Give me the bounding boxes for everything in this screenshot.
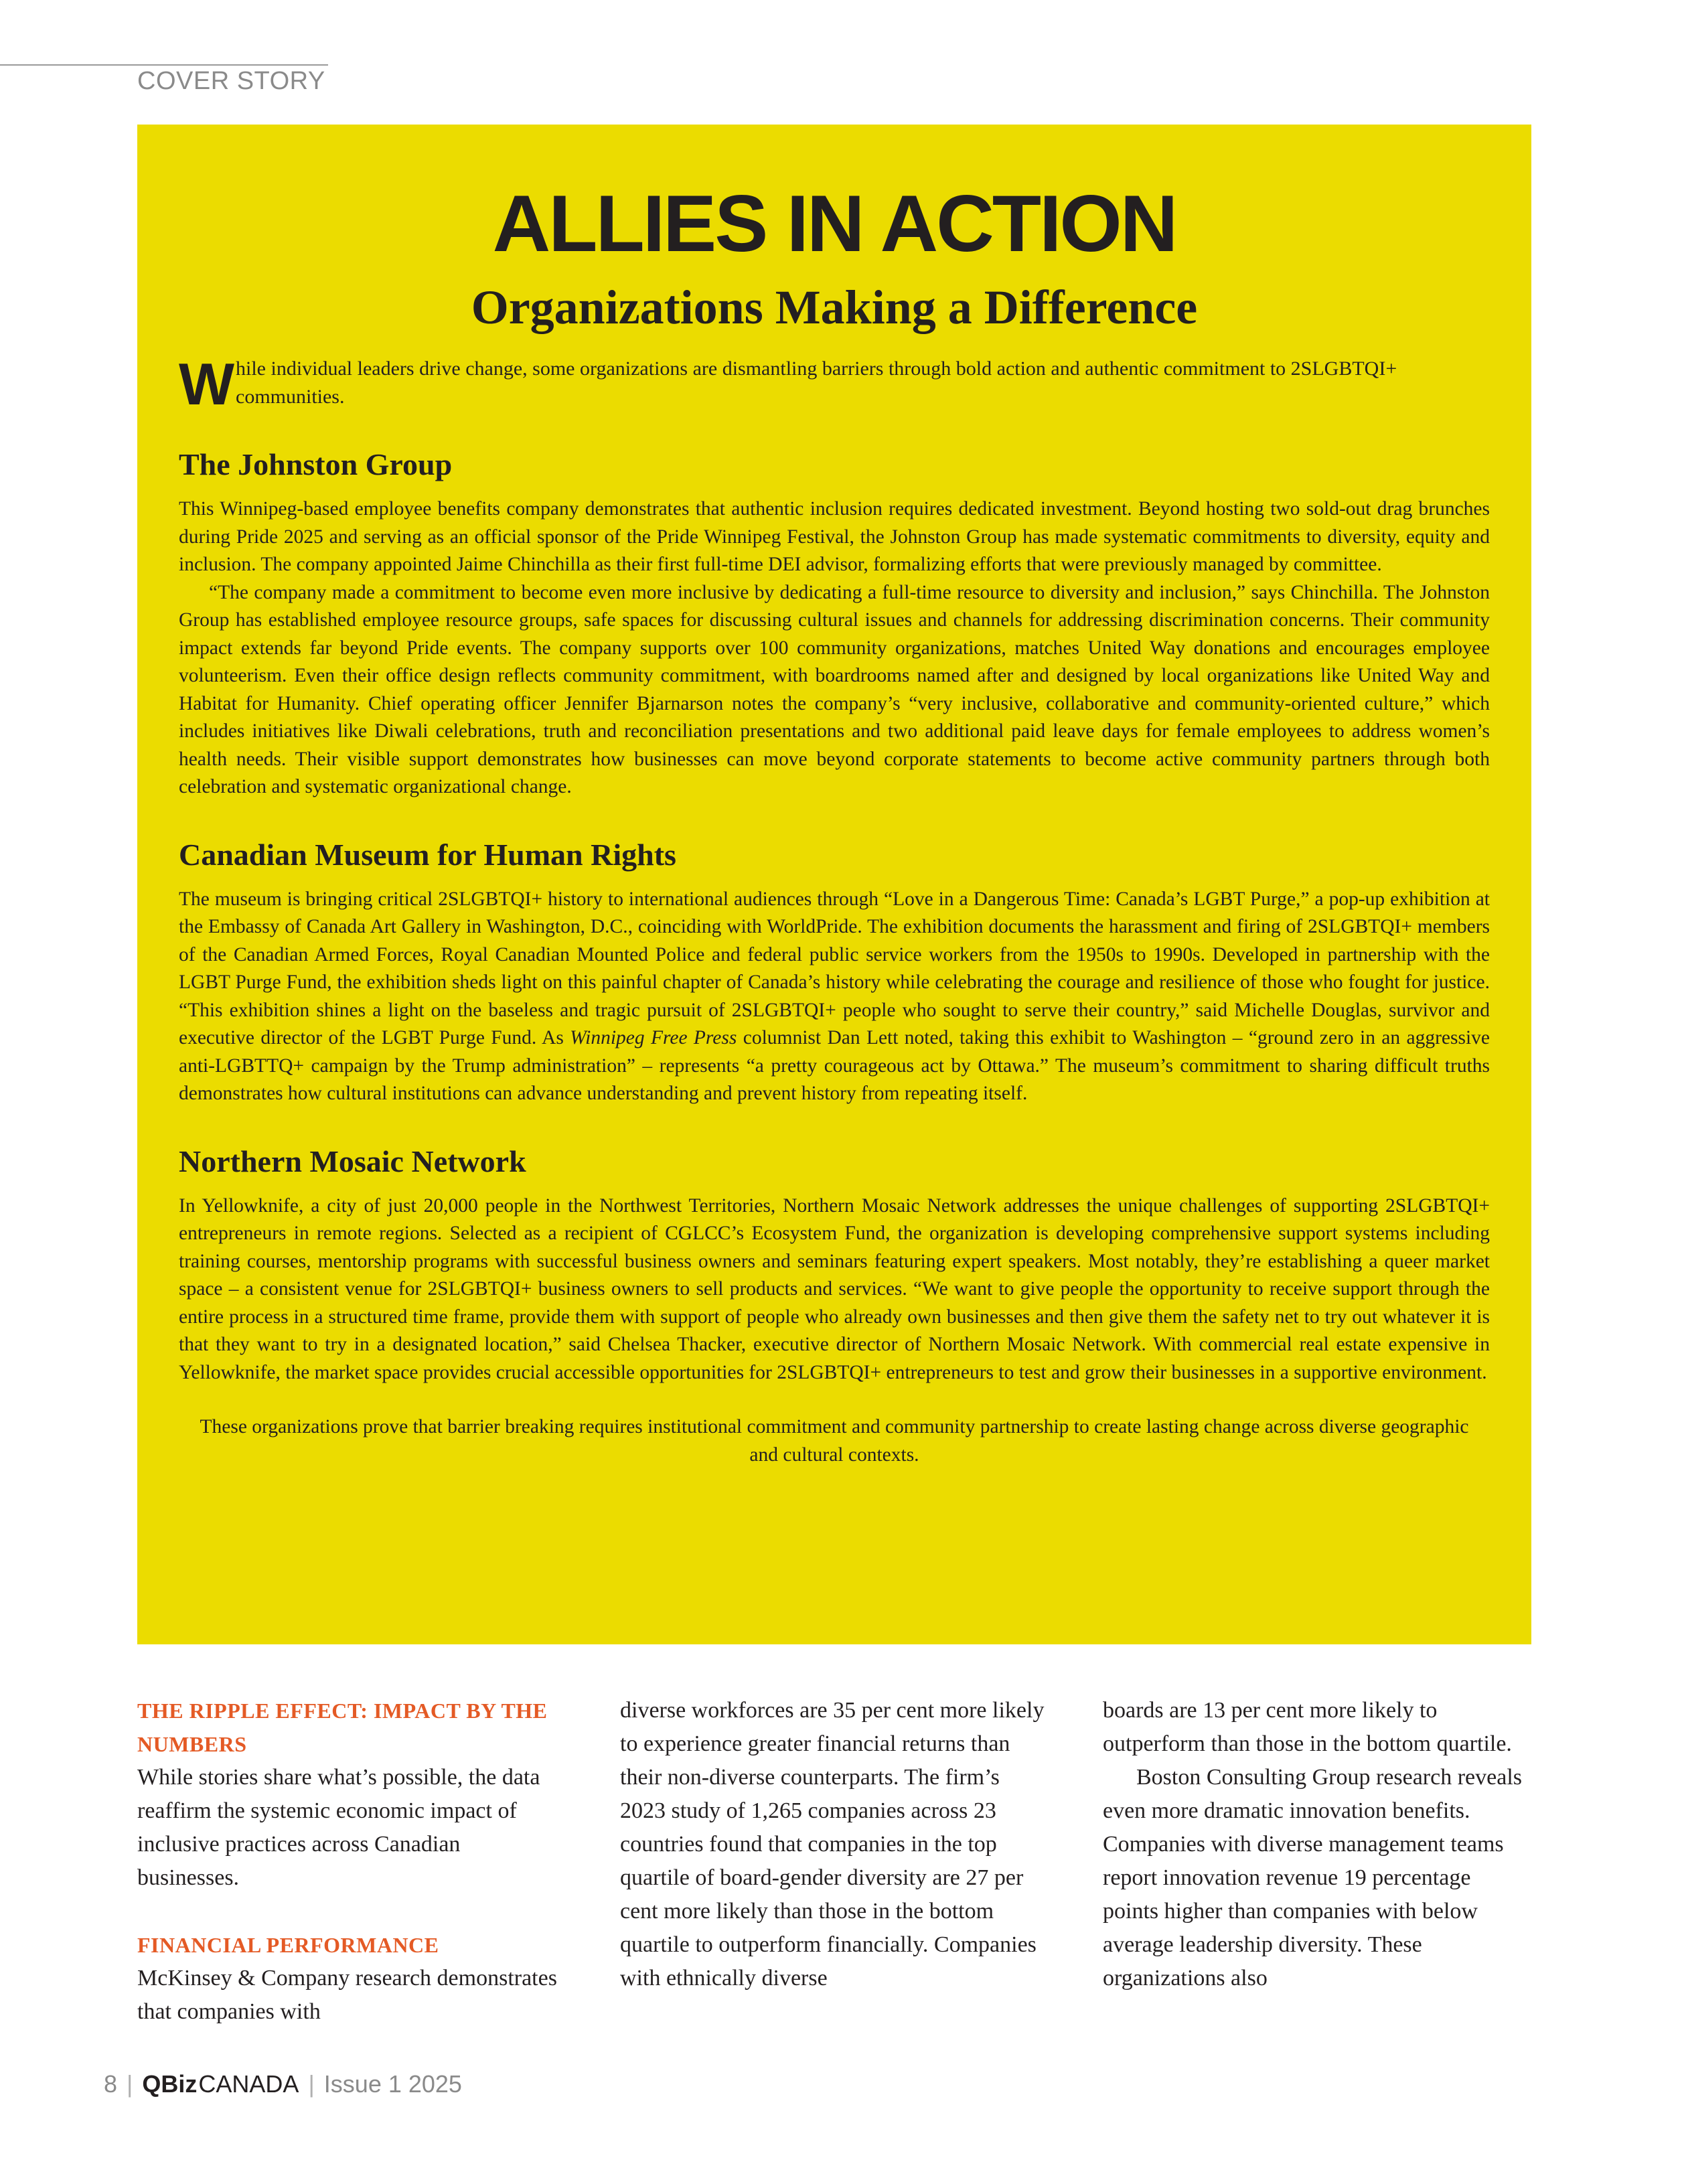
museum-text-b: columnist Dan Lett noted, taking this exhibit to Washington – “ground zero in an aggressive anti-LGBTTQ+ campaign by the Trump administration” – represents “a pretty courageous act by Ottawa.” The museum’s commitment to sharing difficult truths demonstrates how cultural institutions can advance understanding and prevent history from repeating itself. [179,1027,1490,1104]
feature-title: ALLIES IN ACTION [492,179,1176,268]
ripple-heading: THE RIPPLE EFFECT: IMPACT BY THE NUMBERS [137,1699,548,1756]
issue-label: Issue 1 2025 [323,2070,462,2098]
financial-text: McKinsey & Company research demonstrates that companies with [137,1966,557,2024]
feature-box [137,125,1531,1644]
column-3 [1103,1694,1531,2029]
page-footer [104,2070,462,2098]
column-3-text-2: Boston Consulting Group research reveals even more dramatic innovation benefits. Companies with diverse management teams report innovation revenue 19 percentage points higher than companies with below average leadership diversity. These organizations also [1103,1765,1522,1991]
johnston-paragraph-1: This Winnipeg-based employee benefits company demonstrates that authentic inclusion requires dedicated investment. Beyond hosting two sold-out drag brunches during Pride 2025 and serving as an official sponsor of the Pride Winnipeg Festival, the Johnston Group has made systematic commitments to diversity, equity and inclusion. The company appointed Jaime Chinchilla as their first full-time DEI advisor, formalizing efforts that were previously managed by committee. [179,498,1490,575]
org-title-northern-mosaic: Northern Mosaic Network [179,1144,526,1178]
financial-heading: FINANCIAL PERFORMANCE [137,1933,439,1957]
museum-paragraph [179,886,1490,1108]
article-columns [137,1694,1531,2029]
drop-cap: W [179,351,235,417]
feature-subtitle: Organizations Making a Difference [471,281,1198,334]
page-number: 8 [104,2070,118,2098]
intro-text: hile individual leaders drive change, some organizations are dismantling barriers through bold action and authentic commitment to 2SLGBTQI+ communities. [236,358,1397,408]
org-title-museum: Canadian Museum for Human Rights [179,837,676,872]
column-3-text-1: boards are 13 per cent more likely to outperform than those in the bottom quartile. [1103,1698,1512,1756]
closing-statement: These organizations prove that barrier breaking requires institutional commitment and community partnership to create lasting change across diverse geographic and cultural contexts. [200,1416,1469,1466]
footer-separator: | [308,2070,315,2098]
section-label: COVER STORY [137,67,325,95]
ripple-text: While stories share what’s possible, the data reaffirm the systemic economic impact of inclusive practices across Canadian businesses. [137,1765,540,1890]
org-title-johnston: The Johnston Group [179,447,453,481]
column-2-text: diverse workforces are 35 per cent more likely to experience greater financial returns than their non-diverse counterparts. The firm’s 2023 study of 1,265 companies across 23 countries found that companies in the top quartile of board-gender diversity are 27 per cent more likely than those in the bottom quartile to outperform financially. Companies with ethnically diverse [620,1698,1045,1991]
intro-paragraph [179,351,1490,417]
column-1 [137,1694,566,2029]
top-rule [0,64,328,66]
footer-separator: | [127,2070,133,2098]
museum-publication-name: Winnipeg Free Press [570,1027,737,1048]
museum-text-a: The museum is bringing critical 2SLGBTQI+ history to international audiences through “Love in a Dangerous Time: Canada’s LGBT Purge,” a pop-up exhibition at the Embassy of Canada Art Gallery in Washington, D.C., coinciding with WorldPride. The exhibition documents the harassment and firing of 2SLGBTQI+ members of the Canadian Armed Forces, Royal Canadian Mounted Police and federal public service workers from the 1950s to 1990s. Developed in partnership with the LGBT Purge Fund, the exhibition sheds light on this painful chapter of Canada’s history while celebrating the courage and resilience of those who fought for justice. “This exhibition shines a light on the baseless and tragic pursuit of 2SLGBTQI+ people who sought to serve their country,” said Michelle Douglas, survivor and executive director of the LGBT Purge Fund. As [179,888,1490,1048]
brand-name-light: CANADA [198,2070,299,2098]
brand-name-bold: QBiz [142,2070,198,2098]
northern-mosaic-paragraph: In Yellowknife, a city of just 20,000 people in the Northwest Territories, Northern Mosaic Network addresses the unique challenges of supporting 2SLGBTQI+ entrepreneurs in remote regions. Selected as a recipient of CGLCC’s Ecosystem Fund, the organization is developing comprehensive support systems including training courses, mentorship programs with successful business owners and seminars featuring expert speakers. Most notably, they’re establishing a queer market space – a consistent venue for 2SLGBTQI+ business owners to sell products and services. “We want to give people the opportunity to receive support through the entire process in a structured time frame, provide them with support of people who already own businesses and then give them the safety net to try out whatever it is that they want to try in a designated location,” said Chelsea Thacker, executive director of Northern Mosaic Network. With commercial real estate expensive in Yellowknife, the market space provides crucial accessible opportunities for 2SLGBTQI+ entrepreneurs to test and grow their businesses in a supportive environment. [179,1194,1490,1383]
johnston-paragraph-2: “The company made a commitment to become even more inclusive by dedicating a full-time resource to diversity and inclusion,” says Chinchilla. The Johnston Group has established employee resource groups, safe spaces for discussing cultural issues and channels for addressing discrimination concerns. Their community impact extends far beyond Pride events. The company supports over 100 community organizations, matches United Way donations and encourages employee volunteerism. Even their office design reflects community commitment, with boardrooms named after and designed by local organizations like United Way and Habitat for Humanity. Chief operating officer Jennifer Bjarnarson notes the company’s “very inclusive, collaborative and community-oriented culture,” which includes initiatives like Diwali celebrations, truth and reconciliation presentations and two additional paid leave days for female employees to address women’s health needs. Their visible support demonstrates how businesses can move beyond corporate statements to become active community partners through both celebration and systematic organizational change. [179,581,1490,797]
column-2 [620,1694,1049,2029]
column-spacer [137,1895,566,1928]
